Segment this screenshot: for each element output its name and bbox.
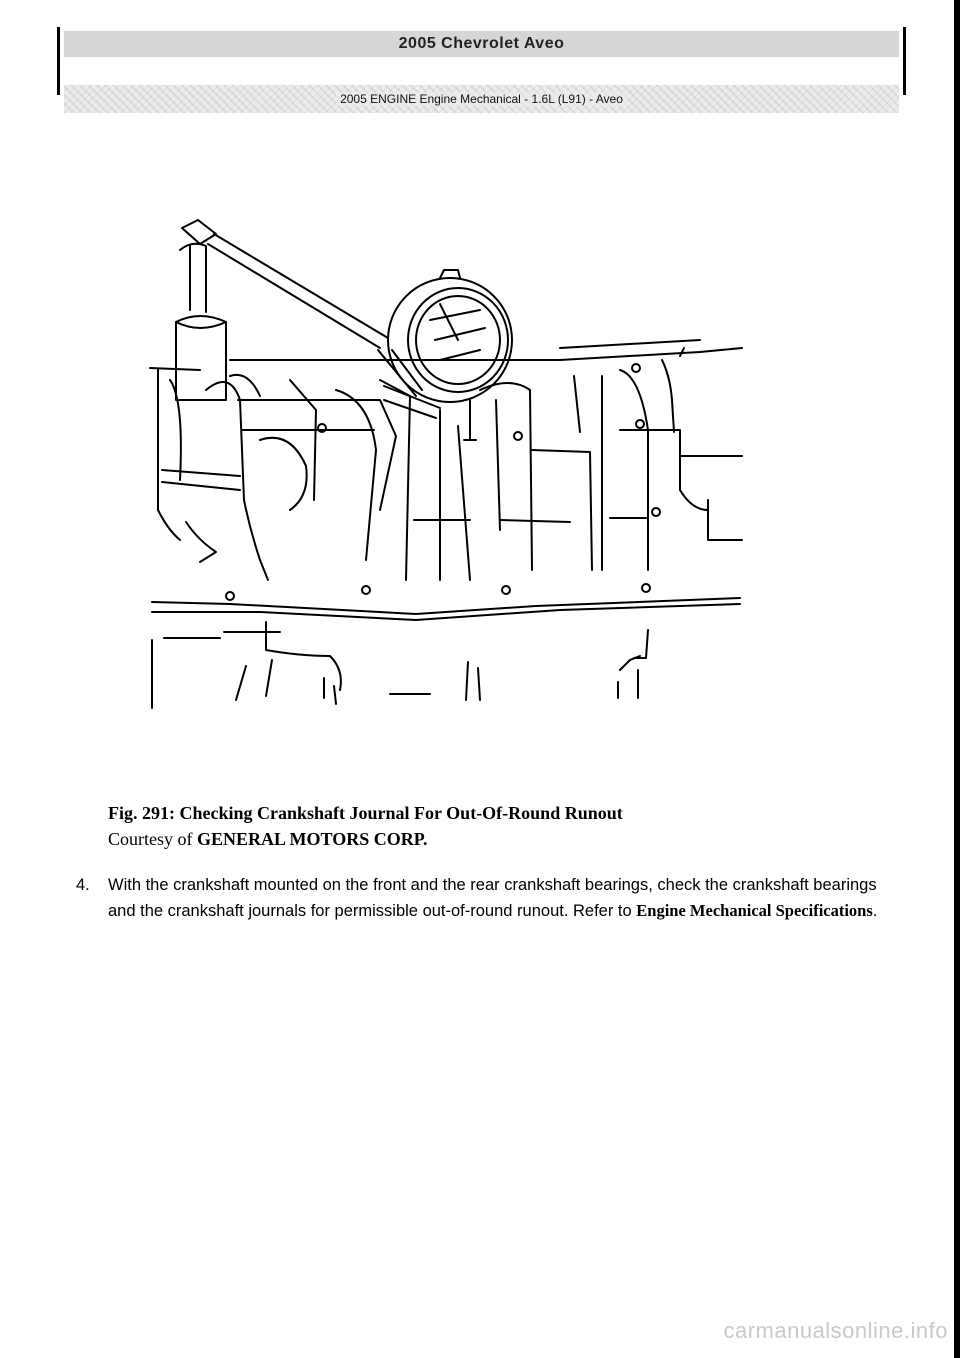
- header-right-rule: [903, 27, 906, 95]
- header-title-bar: [64, 31, 899, 57]
- figure-credit-org: GENERAL MOTORS CORP.: [197, 829, 428, 849]
- watermark: carmanualsonline.info: [723, 1318, 948, 1343]
- specifications-link[interactable]: Engine Mechanical Specifications: [636, 901, 873, 920]
- block-lower-rail: [152, 598, 740, 708]
- page-edge-rule: [954, 0, 960, 1358]
- crankshaft-runout-illustration: [140, 200, 750, 720]
- figure-credit-prefix: Courtesy of: [108, 829, 197, 849]
- engine-block: [150, 340, 742, 600]
- figure-credit: [108, 826, 868, 852]
- procedure-step: [76, 872, 884, 924]
- step-text: [108, 872, 884, 924]
- step-number: 4.: [76, 876, 90, 894]
- step-end: .: [872, 902, 878, 920]
- step-body: With the crankshaft mounted on the front and the rear crankshaft bearings, check the crankshaft bearings and the crankshaft journals for permissible out-of-round runout. Refer to: [108, 876, 877, 920]
- dial-indicator-gauge: [378, 270, 512, 440]
- header-subtitle-bar: [64, 85, 899, 113]
- figure-title: Fig. 291: Checking Crankshaft Journal For Out-Of-Round Runout: [108, 803, 623, 823]
- header-title: 2005 Chevrolet Aveo: [398, 35, 565, 52]
- figure-caption: [108, 800, 868, 852]
- header-left-rule: [57, 27, 60, 95]
- dial-indicator-stand: [176, 220, 388, 400]
- illustration-svg: [140, 200, 750, 720]
- header-subtitle: 2005 ENGINE Engine Mechanical - 1.6L (L91) - Aveo: [336, 92, 627, 106]
- page-header: [57, 27, 906, 106]
